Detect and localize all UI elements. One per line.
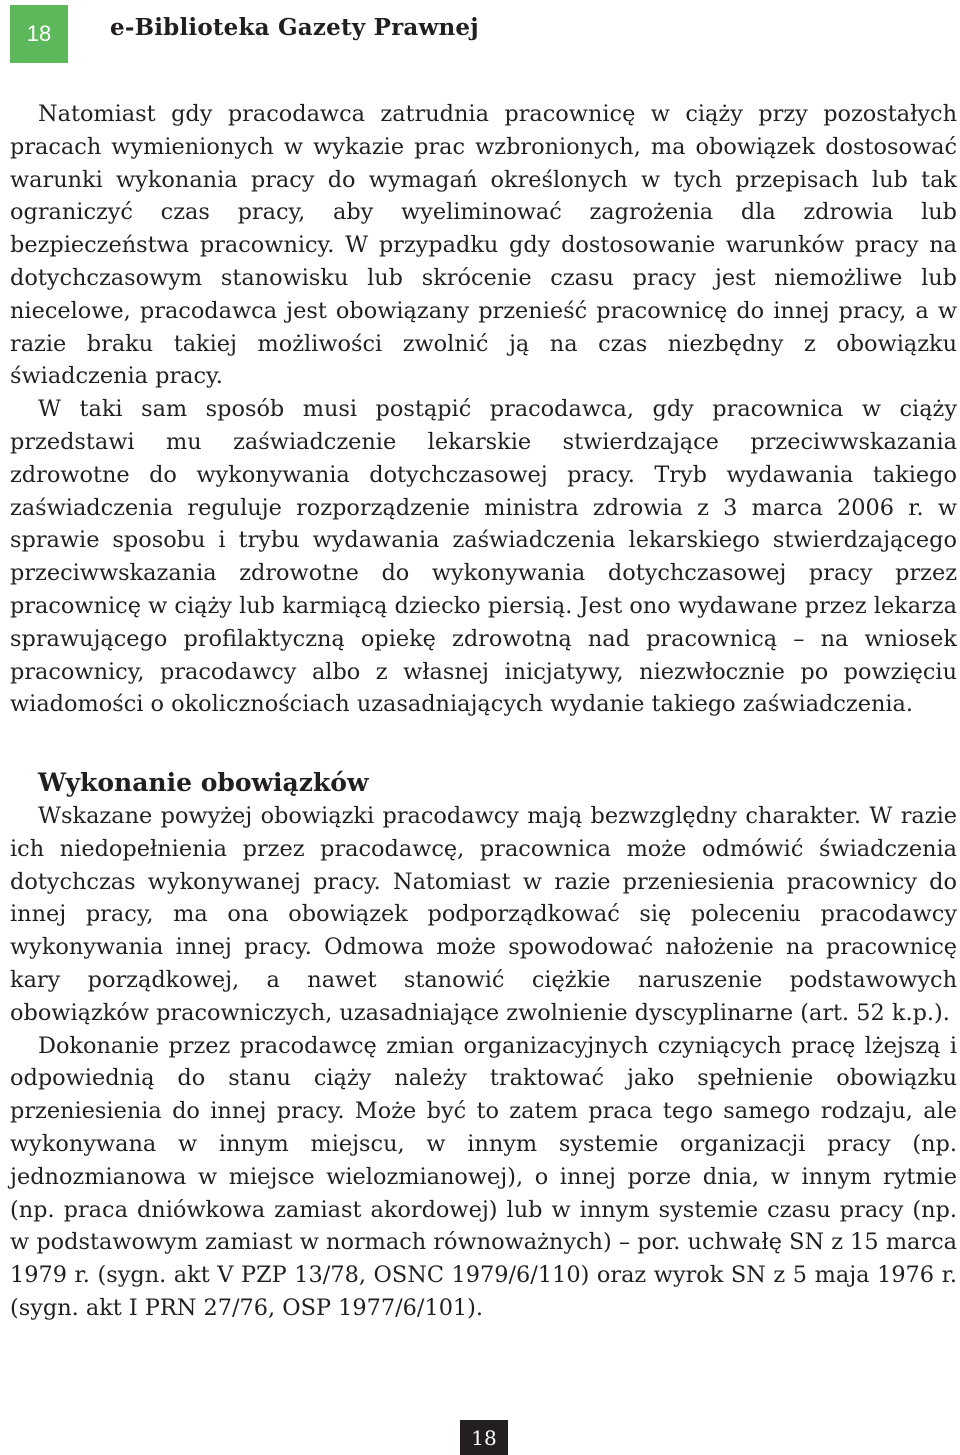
section-heading: Wykonanie obowiązków bbox=[38, 768, 369, 798]
footer-page-number: 18 bbox=[460, 1420, 508, 1455]
paragraph: Wskazane powyżej obowiązki pracodawcy mają bezwzględny charakter. W razie ich niedopełnienia przez pracodawcę, pracownica może odmówić świadczenia dotychczas wykonywanej pracy. Natomiast w razie przeniesienia pracownicy do innej pracy, ma ona obowiązek podporządkować się poleceniu pracodawcy wykonywania innej pracy. Odmowa może spowodować nałożenie na pracownicę kary porządkowej, a nawet stanowić ciężkie naruszenie podstawowych obowiązków pracowniczych, uzasadniające zwolnienie dyscyplinarne (art. 52 k.p.). bbox=[10, 802, 957, 1026]
paragraph: W taki sam sposób musi postąpić pracodawca, gdy pracownica w ciąży przedstawi mu zaświadczenie lekarskie stwierdzające przeciwwskazania zdrowotne do wykonywania dotychczasowej pracy. Tryb wydawania takiego zaświadczenia reguluje rozporządzenie ministra zdrowia z 3 marca 2006 r. w sprawie sposobu i trybu wydawania zaświadczenia lekarskiego stwierdzającego przeciwwskazania zdrowotne do wykonywania dotychczasowej pracy przez pracownicę w ciąży lub karmiącą dziecko piersią. Jest ono wydawane przez lekarza sprawującego profilaktyczną opiekę zdrowotną nad pracownicą – na wniosek pracownicy, pracodawcy albo z własnej inicjatywy, niezwłocznie po powzięciu wiadomości o okolicznościach uzasadniających wydanie takiego zaświadczenia. bbox=[10, 396, 957, 718]
article-body bbox=[10, 98, 957, 1325]
paragraph: Dokonanie przez pracodawcę zmian organizacyjnych czyniących pracę lżejszą i odpowiednią do stanu ciąży należy traktować jako spełnienie obowiązku przeniesienia do innej pracy. Może być to zatem praca tego samego rodzaju, ale wykonywana w innym miejscu, w innym systemie organizacji pracy (np. jednozmianowa w miejsce wielozmianowej), o innej porze dnia, w innym rytmie (np. praca dniówkowa zamiast akordowej) lub w innym systemie czasu pracy (np. w podstawowym zamiast w normach równoważnych) – por. uchwałę SN z 15 marca 1979 r. (sygn. akt V PZP 13/78, OSNC 1979/6/110) oraz wyrok SN z 5 maja 1976 r. (sygn. akt I PRN 27/76, OSP 1977/6/101). bbox=[10, 1032, 957, 1321]
publication-title: e-Biblioteka Gazety Prawnej bbox=[110, 14, 479, 41]
paragraph: Natomiast gdy pracodawca zatrudnia pracownicę w ciąży przy pozostałych pracach wymienionych w wykazie prac wzbronionych, ma obowiązek dostosować warunki wykonania pracy do wymagań określonych w tych przepisach lub tak ograniczyć czas pracy, aby wyeliminować zagrożenia dla zdrowia lub bezpieczeństwa pracownicy. W przypadku gdy dostosowanie warunków pracy na dotychczasowym stanowisku lub skrócenie czasu pracy jest niemożliwe lub niecelowe, pracodawca jest obowiązany przenieść pracownicę do innej pracy, a w razie braku takiej możliwości zwolnić ją na czas niezbędny z obowiązku świadczenia pracy. bbox=[10, 101, 957, 390]
page-number-badge: 18 bbox=[10, 5, 68, 63]
